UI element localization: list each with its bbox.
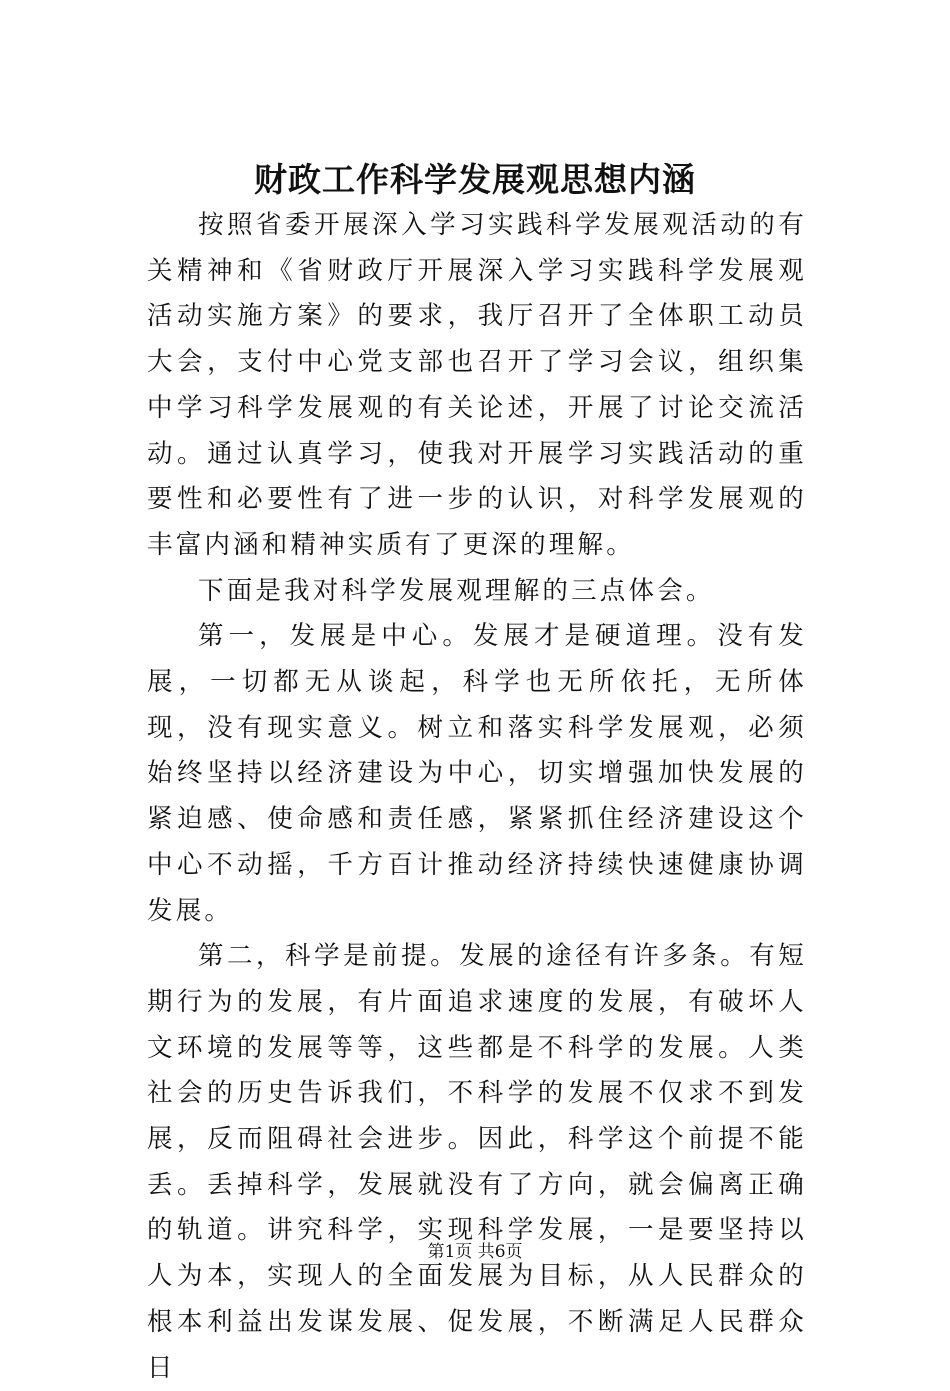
paragraph-intro: 按照省委开展深入学习实践科学发展观活动的有关精神和《省财政厅开展深入学习实践科学发展观活动实施方案》的要求，我厅召开了全体职工动员大会，支付中心党支部也召开了学习会议，组织集中学习科学发展观的有关论述，开展了讨论交流活动。通过认真学习，使我对开展学习实践活动的重要性和必要性有了进一步的认识，对科学发展观的丰富内涵和精神实质有了更深的理解。 [147, 210, 807, 560]
paragraph-point-two: 第二，科学是前提。发展的途径有许多条。有短期行为的发展，有片面追求速度的发展，有破坏人文环境的发展等等，这些都是不科学的发展。人类社会的历史告诉我们，不科学的发展不仅求不到发展，反而阻碍社会进步。因此，科学这个前提不能丢。丢掉科学，发展就没有了方向，就会偏离正确的轨道。讲究科学，实现科学发展，一是要坚持以人为本，实现人的全面发展为目标，从人民群众的根本利益出发谋发展、促发展，不断满足人民群众日 [147, 941, 807, 1383]
document-body [147, 203, 807, 1391]
paragraph-summary: 下面是我对科学发展观理解的三点体会。 [198, 575, 715, 606]
paragraph-point-one: 第一，发展是中心。发展才是硬道理。没有发展，一切都无从谈起，科学也无所依托，无所体现，没有现实意义。树立和落实科学发展观，必须始终坚持以经济建设为中心，切实增强加快发展的紧迫感、使命感和责任感，紧紧抓住经济建设这个中心不动摇，千方百计推动经济持续快速健康协调发展。 [147, 621, 807, 926]
document-title: 财政工作科学发展观思想内涵 [254, 160, 696, 200]
page-number-footer: 第1页 共6页 [427, 1242, 523, 1262]
